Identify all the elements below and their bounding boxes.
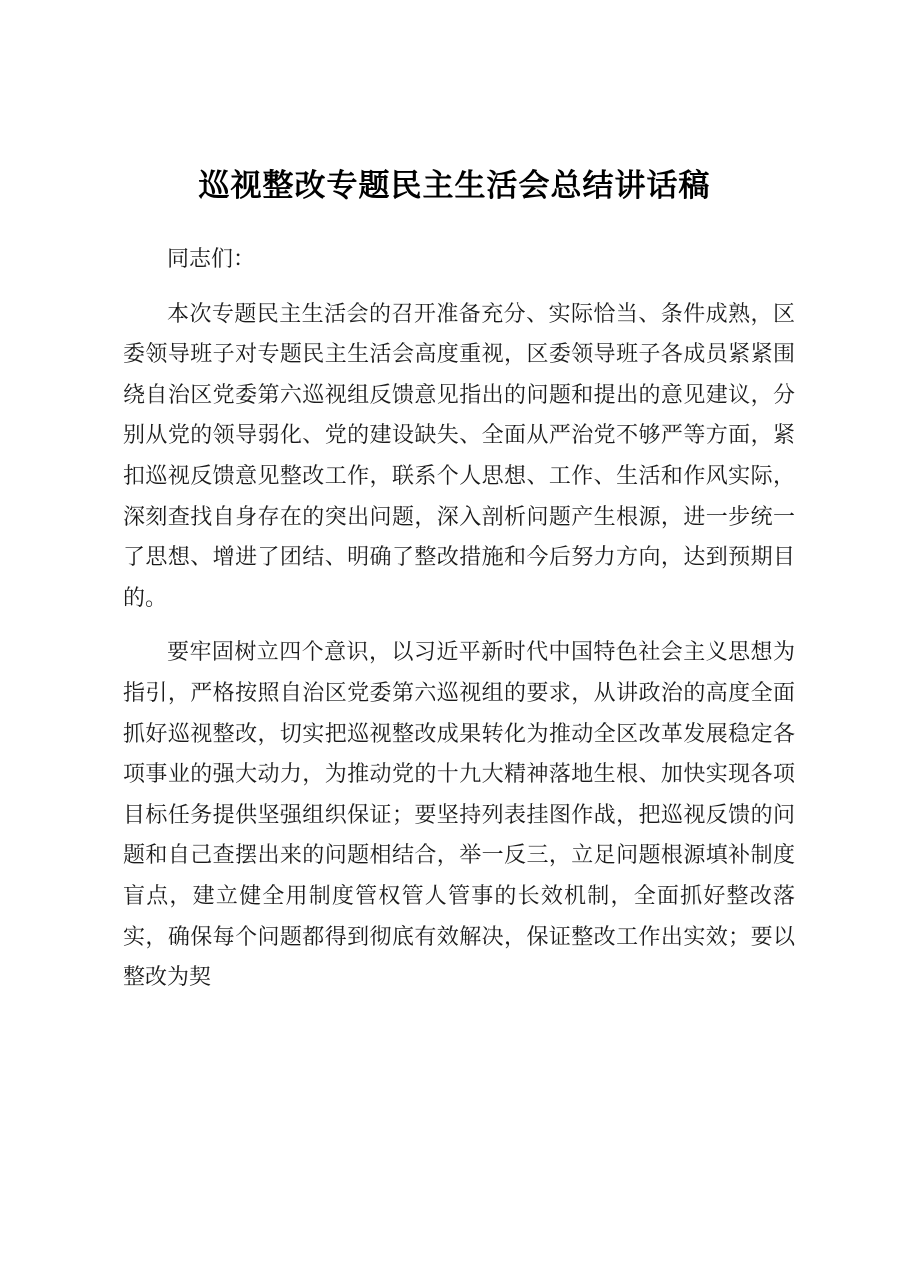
paragraph-2: 要牢固树立四个意识，以习近平新时代中国特色社会主义思想为指引，严格按照自治区党委第六巡视组的要求，从讲政治的高度全面抓好巡视整改，切实把巡视整改成果转化为推动全区改革发展稳定各项事业的强大动力，为推动党的十九大精神落地生根、加快实现各项目标任务提供坚强组织保证；要坚持列表挂图作战，把巡视反馈的问题和自己查摆出来的问题相结合，举一反三，立足问题根源填补制度盲点，建立健全用制度管权管人管事的长效机制，全面抓好整改落实，确保每个问题都得到彻底有效解决，保证整改工作出实效；要以整改为契 — [123, 640, 795, 991]
document-body — [123, 240, 795, 1013]
paragraph-1: 本次专题民主生活会的召开准备充分、实际恰当、条件成熟，区委领导班子对专题民主生活会高度重视，区委领导班子各成员紧紧围绕自治区党委第六巡视组反馈意见指出的问题和提出的意见建议，分别从党的领导弱化、党的建设缺失、全面从严治党不够严等方面，紧扣巡视反馈意见整改工作，联系个人思想、工作、生活和作风实际，深刻查找自身存在的突出问题，深入剖析问题产生根源，进一步统一了思想、增进了团结、明确了整改措施和今后努力方向，达到预期目的。 — [123, 301, 795, 611]
salutation: 同志们： — [167, 247, 256, 272]
document-title: 巡视整改专题民主生活会总结讲话稿 — [198, 168, 711, 204]
